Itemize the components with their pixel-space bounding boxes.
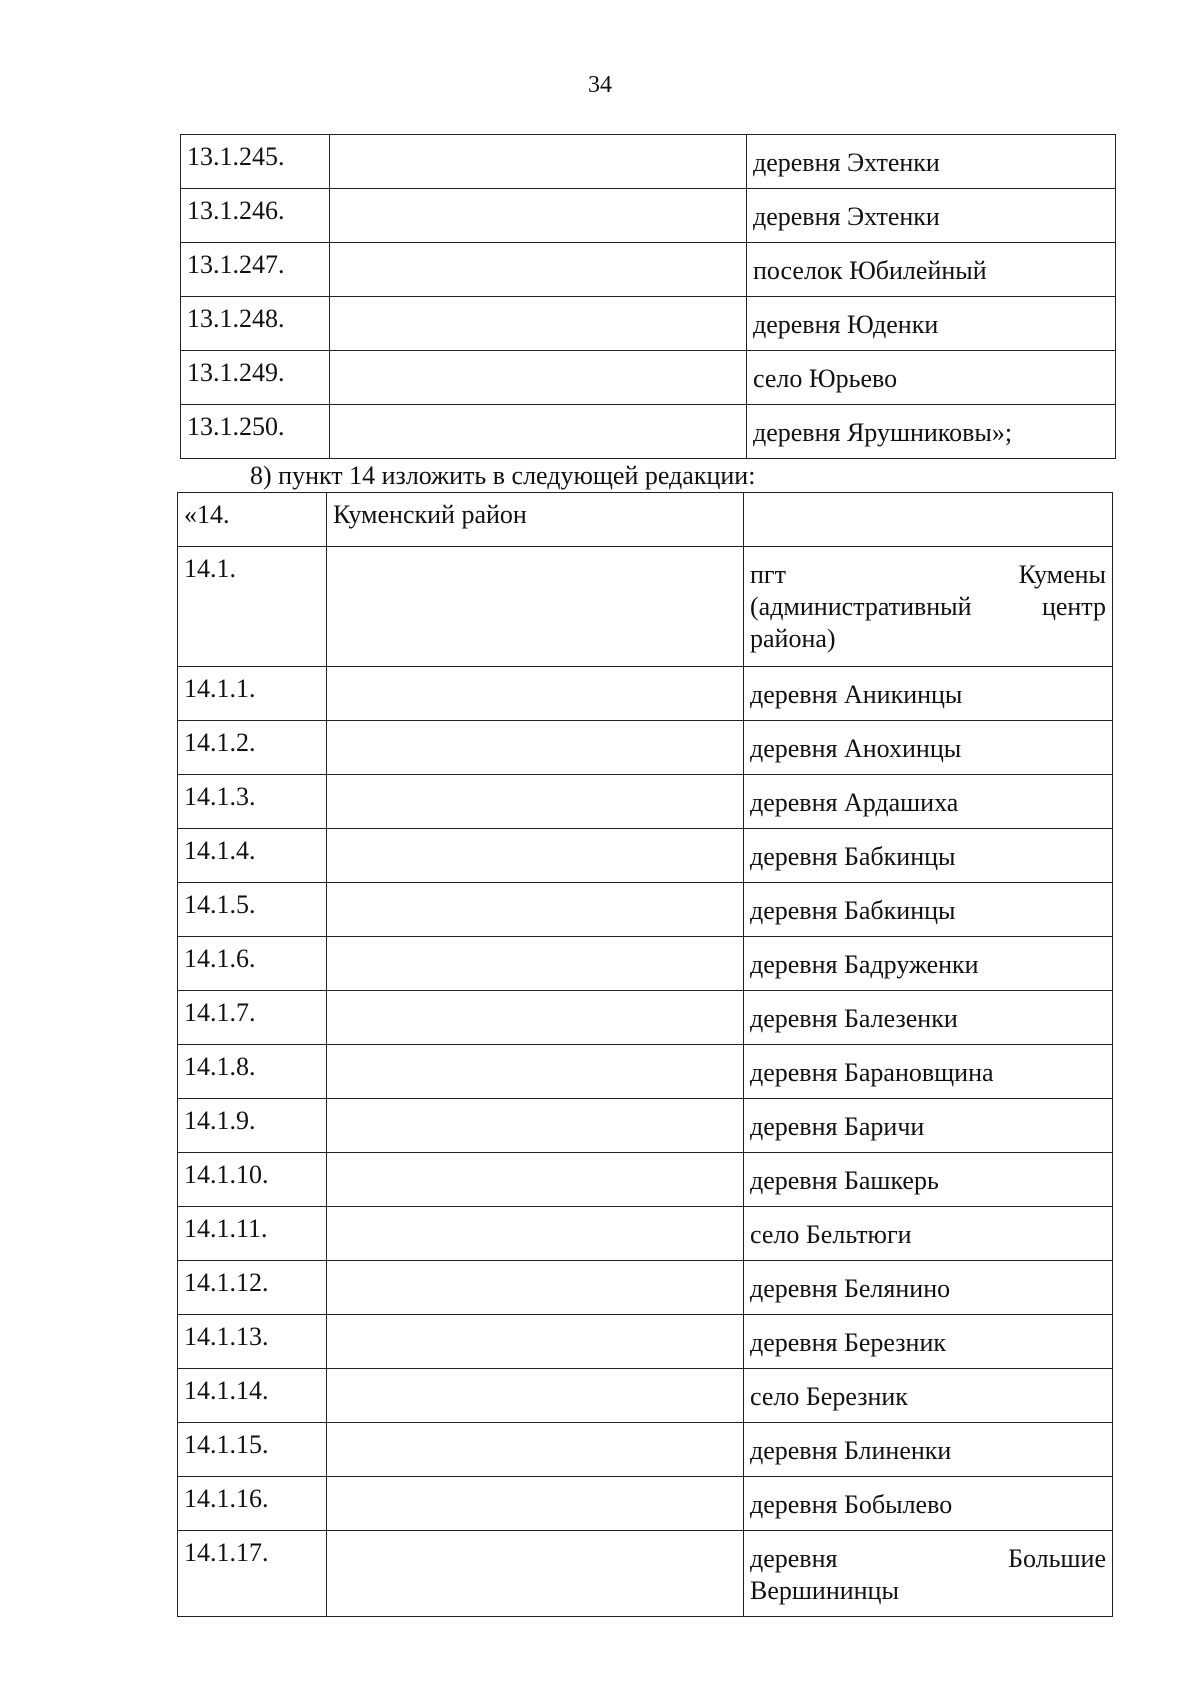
item-number-cell: 14.1.12. [178,1261,327,1315]
table-row [181,405,1116,459]
table-row [178,1423,1113,1477]
empty-cell [327,1531,744,1617]
table-body [178,493,1113,667]
item-number-cell: «14. [178,493,327,547]
empty-cell [327,547,744,667]
table-body [181,135,1116,459]
table-row [178,1315,1113,1369]
table-row [178,1045,1113,1099]
table-row [178,721,1113,775]
settlement-cell: деревня Белянино [744,1261,1113,1315]
settlement-line: района) [750,624,836,653]
item-number-cell: 14.1.6. [178,937,327,991]
item-number-cell: 13.1.249. [181,351,330,405]
item-number-cell: 14.1.2. [178,721,327,775]
page-number: 34 [588,72,612,98]
empty-cell [327,1207,744,1261]
settlement-cell: деревня Березник [744,1315,1113,1369]
item-number-cell: 14.1.11. [178,1207,327,1261]
empty-cell [327,1153,744,1207]
table-row [178,829,1113,883]
item-number-cell: 14.1.5. [178,883,327,937]
settlement-cell: деревня Бабкинцы [744,883,1113,937]
amendment-instruction: 8) пункт 14 изложить в следующей редакции: [250,461,756,490]
empty-cell [330,297,747,351]
empty-cell [330,243,747,297]
settlement-cell [744,493,1113,547]
empty-cell [327,829,744,883]
empty-cell [327,1477,744,1531]
table-row [178,1477,1113,1531]
empty-cell [330,135,747,189]
empty-cell [327,775,744,829]
settlement-cell [744,547,1113,667]
settlement-cell: деревня Барановщина [744,1045,1113,1099]
settlement-cell: деревня Анохинцы [744,721,1113,775]
table-body-last [178,1531,1113,1617]
item-number-cell: 14.1. [178,547,327,667]
table-row [178,1207,1113,1261]
table-row [181,189,1116,243]
table-row [178,1369,1113,1423]
empty-cell [327,1423,744,1477]
settlement-word: деревня [750,1544,838,1573]
item-number-cell: 14.1.9. [178,1099,327,1153]
settlement-line [750,559,1106,591]
table-row [178,991,1113,1045]
settlement-cell: поселок Юбилейный [747,243,1116,297]
settlement-cell: деревня Ярушниковы»; [747,405,1116,459]
table-row [178,1531,1113,1617]
settlement-cell: деревня Башкерь [744,1153,1113,1207]
empty-cell [330,351,747,405]
table-row [181,135,1116,189]
settlements-table-district-14 [177,492,1113,1617]
empty-cell [327,937,744,991]
settlement-cell: село Бельтюги [744,1207,1113,1261]
settlement-cell: село Юрьево [747,351,1116,405]
settlements-table-district-13 [180,134,1116,459]
settlement-cell: деревня Ардашиха [744,775,1113,829]
table-row [178,667,1113,721]
settlement-line [750,1543,1106,1575]
settlement-cell: деревня Аникинцы [744,667,1113,721]
empty-cell [330,189,747,243]
settlement-cell: деревня Бабкинцы [744,829,1113,883]
empty-cell [327,667,744,721]
settlement-word: Большие [1008,1544,1106,1573]
settlement-cell: деревня Бадруженки [744,937,1113,991]
table-row [181,297,1116,351]
item-number-cell: 14.1.17. [178,1531,327,1617]
table-row [178,883,1113,937]
empty-cell [327,721,744,775]
settlement-cell: деревня Баричи [744,1099,1113,1153]
empty-cell [330,405,747,459]
empty-cell [327,991,744,1045]
table-row [178,937,1113,991]
empty-cell [327,1099,744,1153]
empty-cell [327,1369,744,1423]
settlement-cell: деревня Балезенки [744,991,1113,1045]
item-number-cell: 13.1.246. [181,189,330,243]
settlement-cell: деревня Эхтенки [747,135,1116,189]
district-name-cell: Куменский район [327,493,744,547]
item-number-cell: 14.1.14. [178,1369,327,1423]
item-number-cell: 14.1.3. [178,775,327,829]
settlement-cell: деревня Блиненки [744,1423,1113,1477]
item-number-cell: 14.1.7. [178,991,327,1045]
table-row [178,1261,1113,1315]
settlement-cell: деревня Бобылево [744,1477,1113,1531]
table-row [178,1099,1113,1153]
item-number-cell: 14.1.4. [178,829,327,883]
settlement-line [750,591,1106,623]
item-number-cell: 13.1.247. [181,243,330,297]
item-number-cell: 14.1.15. [178,1423,327,1477]
settlement-word: пгт [750,560,786,589]
empty-cell [327,1261,744,1315]
item-number-cell: 14.1.16. [178,1477,327,1531]
item-number-cell: 13.1.245. [181,135,330,189]
settlement-cell: деревня Юденки [747,297,1116,351]
table-body-rows [178,667,1113,1531]
table-row [181,351,1116,405]
item-number-cell: 14.1.8. [178,1045,327,1099]
item-number-cell: 13.1.248. [181,297,330,351]
item-number-cell: 13.1.250. [181,405,330,459]
item-number-cell: 14.1.13. [178,1315,327,1369]
settlement-cell: деревня Эхтенки [747,189,1116,243]
empty-cell [327,883,744,937]
item-number-cell: 14.1.10. [178,1153,327,1207]
settlement-word: (административный [750,592,972,621]
settlement-cell [744,1531,1113,1617]
table-row [178,775,1113,829]
settlement-cell: село Березник [744,1369,1113,1423]
item-number-cell: 14.1.1. [178,667,327,721]
table-row [178,1153,1113,1207]
district-header-row [178,493,1113,547]
empty-cell [327,1315,744,1369]
settlement-word: центр [1041,592,1106,621]
empty-cell [327,1045,744,1099]
settlement-word: Кумены [1018,560,1106,589]
settlement-line: Вершининцы [750,1576,899,1605]
admin-center-row [178,547,1113,667]
table-row [181,243,1116,297]
